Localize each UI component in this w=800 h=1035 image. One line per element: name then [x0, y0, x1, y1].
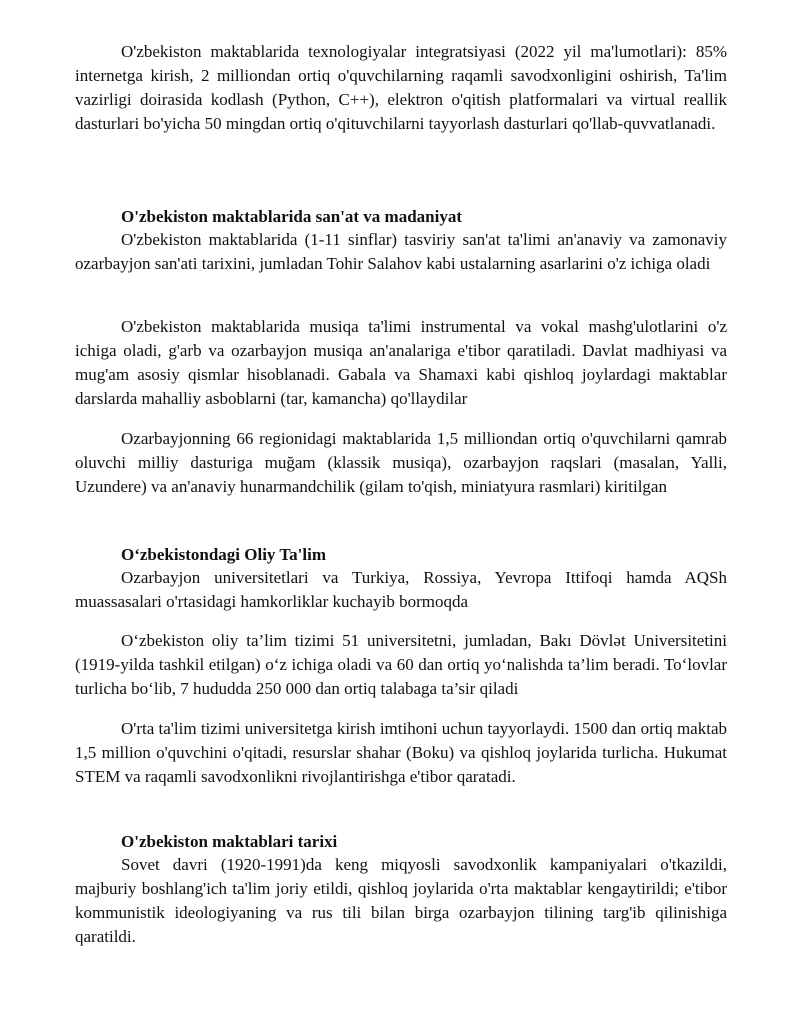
art-culture-paragraph-2: O'zbekiston maktablarida musiqa ta'limi instrumental va vokal mashg'ulotlarini o'z ichiga oladi, g'arb va ozarbayjon musiqa an'analariga e'tibor qaratiladi. Davlat madhiyasi va mug'am asosiy qismlar hisoblanadi. Gabala va Shamaxi kabi qishloq joylardagi maktablar darslarda mahalliy asboblarni (tar, kamancha) qo'llaydilar: [75, 317, 727, 408]
art-culture-paragraph-1: O'zbekiston maktablarida (1-11 sinflar) tasviriy san'at ta'limi an'anaviy va zamonaviy ozarbayjon san'ati tarixini, jumladan Tohir Salahov kabi ustalarning asarlarini o'z ichiga oladi: [75, 230, 727, 273]
higher-education-paragraph-1: Ozarbayjon universitetlari va Turkiya, Rossiya, Yevropa Ittifoqi hamda AQSh muassasalari o'rtasidagi hamkorliklar kuchayib bormoqda: [75, 568, 727, 611]
intro-paragraph: O'zbekiston maktablarida texnologiyalar integratsiyasi (2022 yil ma'lumotlari): 85% internetga kirish, 2 milliondan ortiq o'quvchilarning raqamli savodxonligini oshirish, Ta'lim vazirligi doirasida kodlash (Python, C++), elektron o'qitish platformalari va virtual reallik dasturlari bo'yicha 50 mingdan ortiq o'qituvchilarni tayyorlash dasturlari qo'llab-quvvatlanadi.: [75, 42, 727, 133]
school-history-paragraph: Sovet davri (1920-1991)da keng miqyosli savodxonlik kampaniyalari o'tkazildi, majburiy boshlang'ich ta'lim joriy etildi, qishloq joylarida o'rta maktablar kengaytirildi; e'tibor kommunistik ideologiyaning va rus tili bilan birga ozarbayjon tilining targ'ib qilinishiga qaratildi.: [75, 855, 727, 946]
section-heading-school-history: O'zbekiston maktablari tarixi: [121, 832, 338, 851]
section-heading-art-culture: O'zbekiston maktablarida san'at va madaniyat: [121, 207, 462, 226]
art-culture-paragraph-3: Ozarbayjonning 66 regionidagi maktablarida 1,5 milliondan ortiq o'quvchilarni qamrab oluvchi milliy dasturiga muğam (klassik musiqa), ozarbayjon raqslari (masalan, Yalli, Uzundere) va an'anaviy hunarmandchilik (gilam to'qish, miniatyura rasmlari) kiritilgan: [75, 429, 727, 496]
higher-education-paragraph-2: O‘zbekiston oliy ta’lim tizimi 51 universitetni, jumladan, Bakı Dövlət Universitetini (1919-yilda tashkil etilgan) o‘z ichiga oladi va 60 dan ortiq yo‘nalishda ta’lim beradi. To‘lovlar turlicha bo‘lib, 7 hududda 250 000 dan ortiq talabaga ta’sir qiladi: [75, 631, 727, 698]
section-heading-higher-education: O‘zbekistondagi Oliy Ta'lim: [121, 545, 326, 564]
higher-education-paragraph-3: O'rta ta'lim tizimi universitetga kirish imtihoni uchun tayyorlaydi. 1500 dan ortiq maktab 1,5 million o'quvchini o'qitadi, resurslar shahar (Boku) va qishloq joylarida turlicha. Hukumat STEM va raqamli savodxonlikni rivojlantirishga e'tibor qaratadi.: [75, 719, 727, 786]
